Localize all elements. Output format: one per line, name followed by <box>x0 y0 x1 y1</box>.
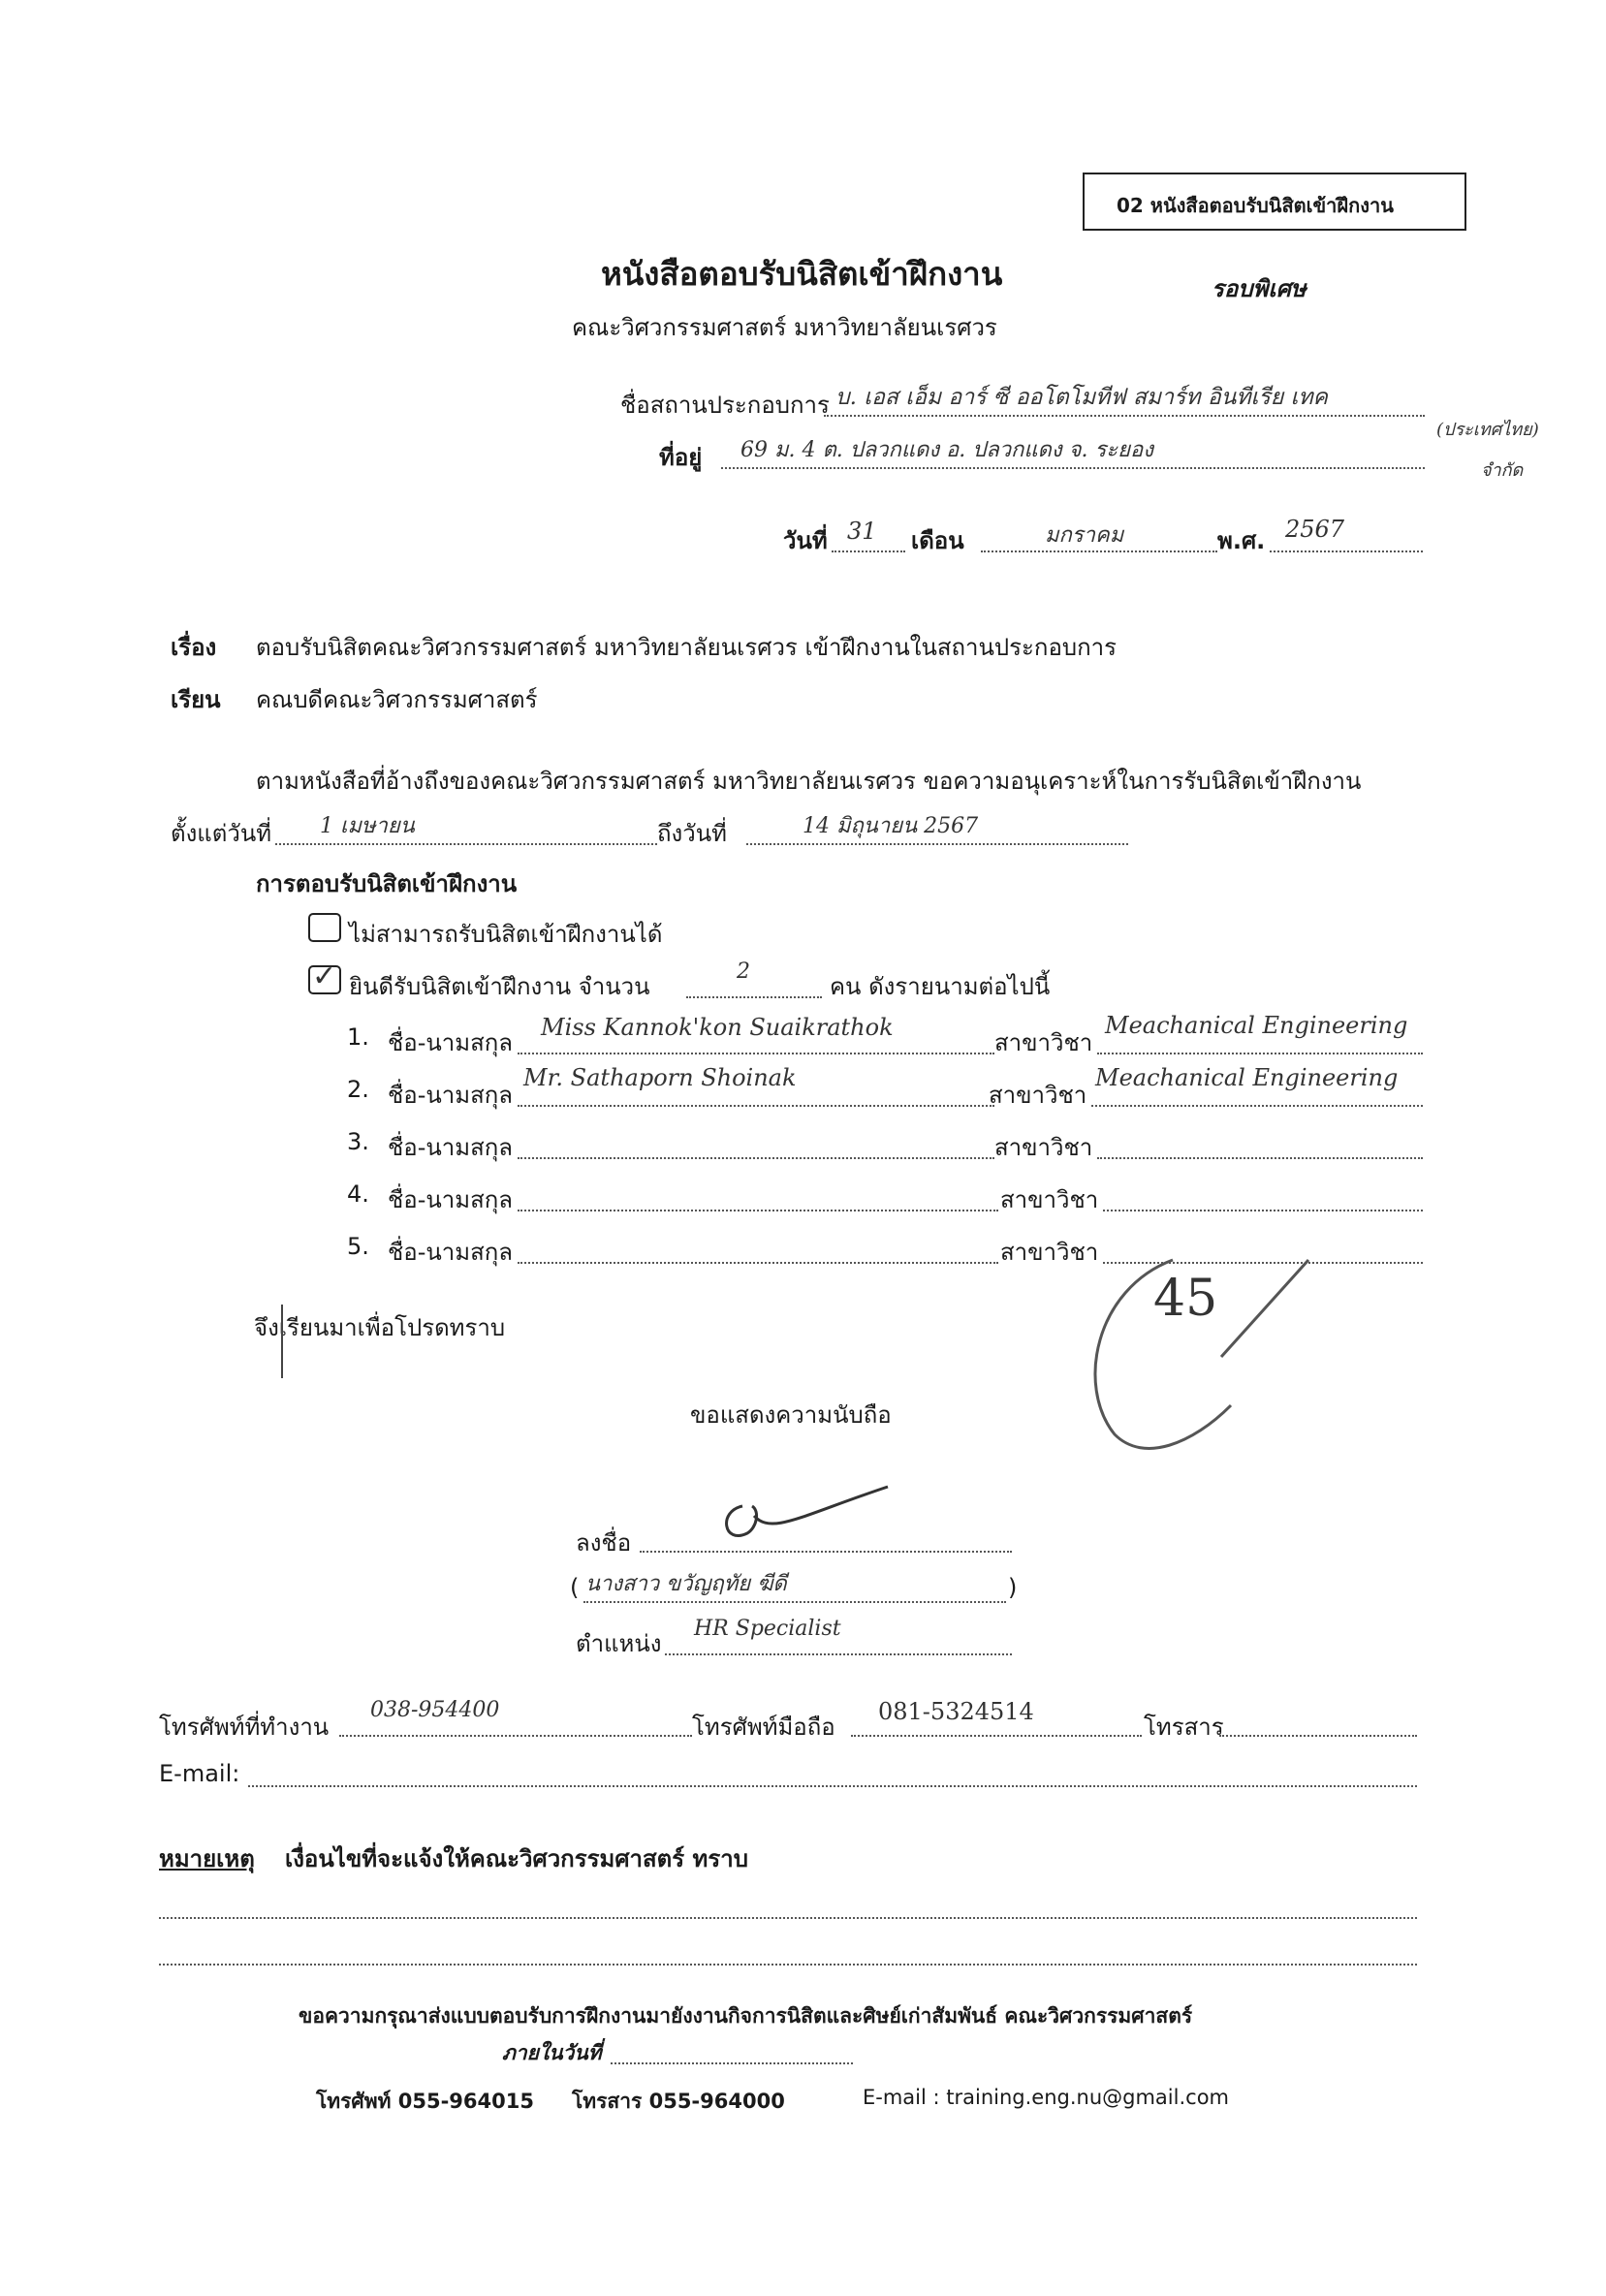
score-circle-mark <box>1056 1221 1347 1473</box>
office-phone-label: โทรศัพท์ที่ทำงาน <box>159 1714 330 1741</box>
fax-label: โทรสาร <box>1144 1714 1224 1741</box>
student-major-line <box>1097 1157 1423 1159</box>
student-num: 5. <box>347 1233 369 1260</box>
page-subtitle: คณะวิศวกรรมศาสตร์ มหาวิทยาลัยนเรศวร <box>572 314 997 341</box>
student-num: 1. <box>347 1023 369 1051</box>
signature-scribble <box>713 1477 907 1555</box>
student-name-label: ชื่อ-นามสกุล <box>388 1186 513 1213</box>
student-num: 4. <box>347 1180 369 1208</box>
student-major: Meachanical Engineering <box>1095 1064 1399 1091</box>
closing-regards: ขอแสดงความนับถือ <box>690 1401 892 1429</box>
company-name-label: ชื่อสถานประกอบการ <box>620 392 830 419</box>
date-day-line <box>832 550 905 552</box>
address-value: 69 ม. 4 ต. ปลวกแดง อ. ปลวกแดง จ. ระยอง <box>740 438 1153 462</box>
student-name-line <box>518 1105 994 1107</box>
email-line <box>248 1785 1417 1787</box>
margin-stroke <box>281 1305 283 1378</box>
student-major-line <box>1091 1105 1423 1107</box>
to-date-label: ถึงวันที่ <box>657 820 727 847</box>
to-date-value: 14 มิถุนายน 2567 <box>803 814 979 838</box>
student-name-line <box>518 1210 998 1211</box>
sign-line <box>640 1551 1012 1553</box>
signature-name-value: นางสาว ขวัญฤทัย ฆีดี <box>585 1572 787 1596</box>
to-text: คณบดีคณะวิศวกรรมศาสตร์ <box>256 686 538 713</box>
page-title: หนังสือตอบรับนิสิตเข้าฝึกงาน <box>601 255 1003 293</box>
student-num: 2. <box>347 1076 369 1103</box>
position-value: HR Specialist <box>694 1617 841 1641</box>
student-name-label: ชื่อ-นามสกุล <box>388 1029 513 1056</box>
sign-label: ลงชื่อ <box>576 1529 632 1557</box>
acceptance-heading: การตอบรับนิสิตเข้าฝึกงาน <box>256 870 518 897</box>
footer-deadline-line <box>611 2062 853 2064</box>
student-major-label: สาขาวิชา <box>989 1082 1087 1109</box>
company-name-line <box>824 415 1425 417</box>
body-paragraph: ตามหนังสือที่อ้างถึงของคณะวิศวกรรมศาสตร์ มหาวิทยาลัยนเรศวร ขอความอนุเคราะห์ในการรับนิสิตเข้าฝึกงาน <box>256 768 1362 795</box>
date-day-value: 31 <box>847 518 877 545</box>
student-name-label: ชื่อ-นามสกุล <box>388 1082 513 1109</box>
signature-name-line <box>583 1601 1006 1603</box>
student-name-label: ชื่อ-นามสกุล <box>388 1134 513 1161</box>
student-major: Meachanical Engineering <box>1105 1012 1408 1039</box>
student-name-line <box>518 1053 994 1054</box>
mobile-label: โทรศัพท์มือถือ <box>692 1714 835 1741</box>
position-line <box>665 1653 1012 1655</box>
remarks-line-2 <box>159 1964 1417 1966</box>
date-month-value: มกราคม <box>1045 523 1124 548</box>
position-label: ตำแหน่ง <box>576 1630 662 1657</box>
subject-label: เรื่อง <box>171 634 217 661</box>
student-name-line <box>518 1157 994 1159</box>
student-major-label: สาขาวิชา <box>994 1134 1093 1161</box>
student-name: Mr. Sathaporn Shoinak <box>523 1064 797 1091</box>
remarks-label: หมายเหตุ <box>159 1845 255 1872</box>
accept-label: ยินดีรับนิสิตเข้าฝึกงาน จำนวน <box>349 973 650 1000</box>
office-phone-value: 038-954400 <box>370 1698 500 1722</box>
accept-count-value: 2 <box>737 959 750 984</box>
student-major-label: สาขาวิชา <box>994 1029 1093 1056</box>
accept-check-mark: ✓ <box>312 959 337 993</box>
date-year-label: พ.ศ. <box>1217 527 1266 554</box>
form-code: 02 หนังสือตอบรับนิสิตเข้าฝึกงาน <box>1117 194 1394 217</box>
from-date-value: 1 เมษายน <box>320 814 415 838</box>
from-date-label: ตั้งแต่วันที่ <box>171 820 272 847</box>
accept-count-line <box>686 996 822 998</box>
footer-email: E-mail : training.eng.nu@gmail.com <box>863 2086 1229 2109</box>
remarks-line-1 <box>159 1917 1417 1919</box>
date-day-label: วันที่ <box>783 527 828 554</box>
accept-suffix: คน ดังรายนามต่อไปนี้ <box>830 973 1051 1000</box>
company-name-extra2: จำกัด <box>1481 460 1524 481</box>
signature-open-paren: ( <box>570 1574 580 1601</box>
to-label: เรียน <box>171 686 221 713</box>
subject-text: ตอบรับนิสิตคณะวิศวกรรมศาสตร์ มหาวิทยาลัยนเรศวร เข้าฝึกงานในสถานประกอบการ <box>256 634 1118 661</box>
date-year-line <box>1270 550 1423 552</box>
footer-phone: โทรศัพท์ 055-964015 <box>316 2090 534 2113</box>
student-name-label: ชื่อ-นามสกุล <box>388 1239 513 1266</box>
mobile-line <box>851 1735 1142 1737</box>
round-label: รอบพิเศษ <box>1212 275 1307 302</box>
from-date-line <box>275 843 657 845</box>
signature-close-paren: ) <box>1008 1574 1018 1601</box>
address-line <box>721 467 1425 469</box>
student-major-label: สาขาวิชา <box>1000 1239 1099 1266</box>
company-name-extra: (ประเทศไทย) <box>1436 420 1539 440</box>
student-major-line <box>1103 1210 1423 1211</box>
footer-deadline-label: ภายในวันที่ <box>502 2041 602 2064</box>
score-mark: 45 <box>1153 1270 1218 1328</box>
mobile-value: 081-5324514 <box>878 1698 1034 1725</box>
footer-fax: โทรสาร 055-964000 <box>572 2090 785 2113</box>
student-name: Miss Kannok'kon Suaikrathok <box>541 1014 894 1041</box>
remarks-text: เงื่อนไขที่จะแจ้งให้คณะวิศวกรรมศาสตร์ ทราบ <box>285 1845 748 1872</box>
address-label: ที่อยู่ <box>659 444 703 471</box>
office-phone-line <box>339 1735 692 1737</box>
fax-line <box>1219 1735 1417 1737</box>
student-name-line <box>518 1262 998 1264</box>
student-num: 3. <box>347 1128 369 1155</box>
student-major-label: สาขาวิชา <box>1000 1186 1099 1213</box>
reject-checkbox[interactable] <box>308 913 341 942</box>
to-date-line <box>746 843 1128 845</box>
reject-label: ไม่สามารถรับนิสิตเข้าฝึกงานได้ <box>349 921 663 948</box>
footer-line1: ขอความกรุณาส่งแบบตอบรับการฝึกงานมายังงานกิจการนิสิตและศิษย์เก่าสัมพันธ์ คณะวิศวกรรมศาสตร์ <box>299 2004 1193 2028</box>
email-label: E-mail: <box>159 1760 240 1787</box>
date-month-label: เดือน <box>911 527 964 554</box>
student-major-line <box>1097 1053 1423 1054</box>
company-name-value: บ. เอส เอ็ม อาร์ ซี ออโตโมทีฟ สมาร์ท อินทีเรีย เทค <box>835 385 1328 410</box>
date-year-value: 2567 <box>1285 516 1345 543</box>
closing-inform: จึงเรียนมาเพื่อโปรดทราบ <box>254 1314 506 1341</box>
